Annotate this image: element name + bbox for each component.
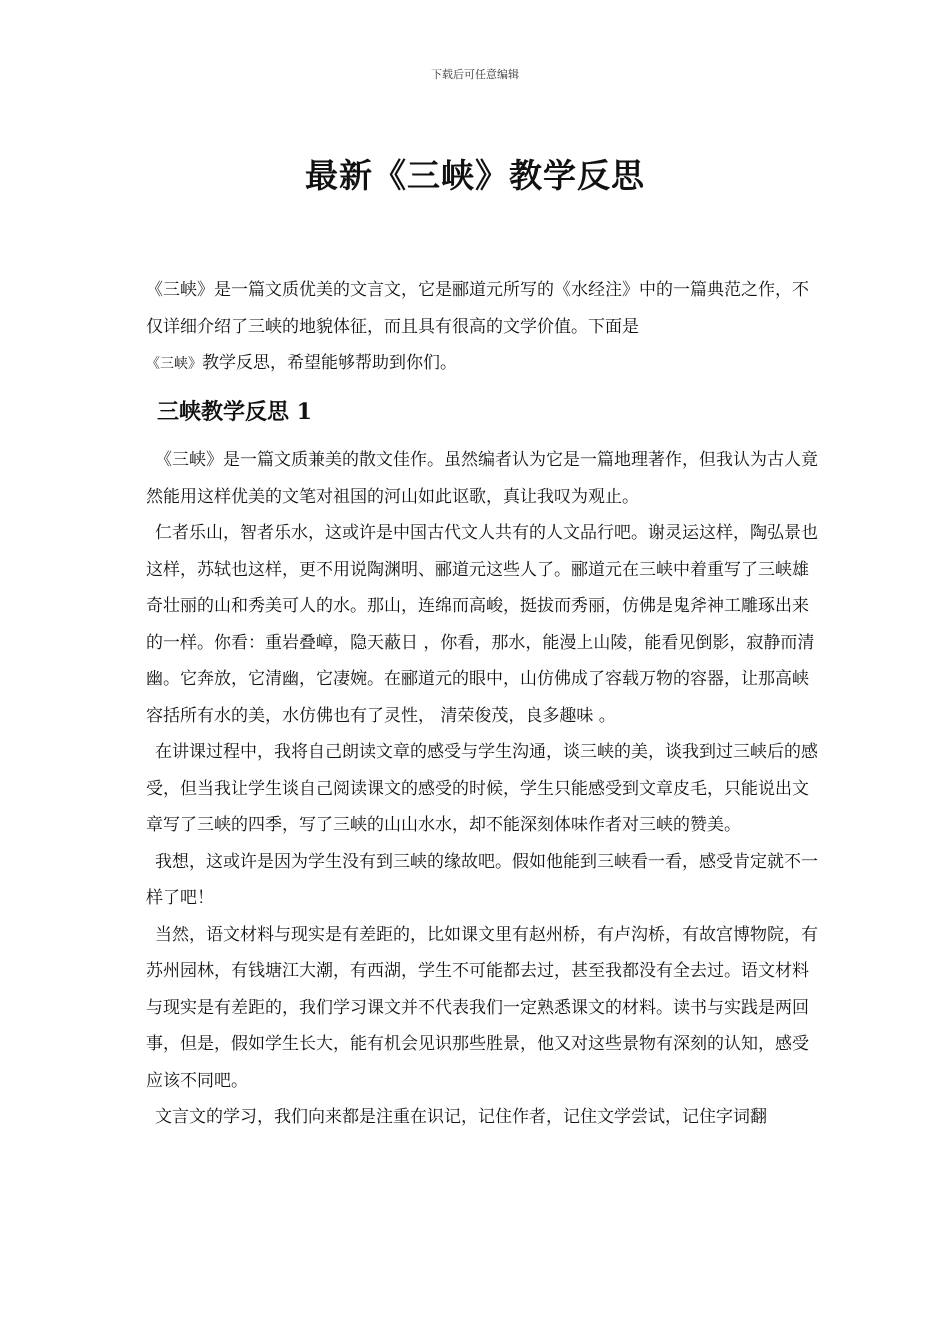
body-text — [146, 442, 818, 1136]
intro-small-text: 《三峡》 — [146, 356, 202, 372]
header-note: 下载后可任意编辑 — [431, 68, 519, 81]
document-title: 最新《三峡》教学反思 — [305, 156, 645, 195]
section-heading: 三峡教学反思 1 — [157, 399, 312, 425]
body-paragraph-4: 我想，这或许是因为学生没有到三峡的缘故吧。假如他能到三峡看一看，感受肯定就不一样了吧！ — [146, 851, 818, 908]
body-paragraph-1: 《三峡》是一篇文质兼美的散文佳作。虽然编者认为它是一篇地理著作，但我认为古人竟然能用这样优美的文笔对祖国的河山如此讴歌，真让我叹为观止。 — [146, 450, 818, 507]
intro-main-text: 《三峡》是一篇文质优美的文言文，它是郦道元所写的《水经注》中的一篇典范之作，不仅详细介绍了三峡的地貌体征，而且具有很高的文学价值。下面是 — [146, 280, 809, 337]
body-paragraph-2: 仁者乐山，智者乐水，这或许是中国古代文人共有的人文品行吧。谢灵运这样，陶弘景也这样，苏轼也这样，更不用说陶渊明、郦道元这些人了。郦道元在三峡中着重写了三峡雄奇壮丽的山和秀美可人的水。那山，连绵而高峻，挺拔而秀丽，仿佛是鬼斧神工雕琢出来的一样。你看：重岩叠嶂，隐天蔽日 ，你看，那水，能漫上山陵，能看见倒影，寂静而清幽。它奔放，它清幽，它凄婉。在郦道元的眼中，山仿佛成了容载万物的容器，让那高峡容括所有水的美，水仿佛也有了灵性， 清荣俊茂，良多趣味 。 — [146, 523, 818, 726]
body-paragraph-5: 当然，语文材料与现实是有差距的，比如课文里有赵州桥，有卢沟桥，有故宫博物院，有苏州园林，有钱塘江大潮，有西湖，学生不可能都去过，甚至我都没有全去过。语文材料与现实是有差距的，我们学习课文并不代表我们一定熟悉课文的材料。读书与实践是两回事，但是，假如学生长大，能有机会见识那些胜景，他又对这些景物有深刻的认知，感受应该不同吧。 — [146, 924, 818, 1091]
intro-paragraph — [146, 272, 818, 383]
body-paragraph-3: 在讲课过程中，我将自己朗读文章的感受与学生沟通，谈三峡的美，谈我到过三峡后的感受，但当我让学生谈自己阅读课文的感受的时候，学生只能感受到文章皮毛，只能说出文章写了三峡的四季，写了三峡的山山水水，却不能深刻体味作者对三峡的赞美。 — [146, 742, 818, 835]
body-paragraph-6: 文言文的学习，我们向来都是注重在识记，记住作者，记住文学尝试，记住字词翻 — [155, 1107, 767, 1127]
intro-tail-text: 教学反思，希望能够帮助到你们。 — [202, 353, 457, 373]
